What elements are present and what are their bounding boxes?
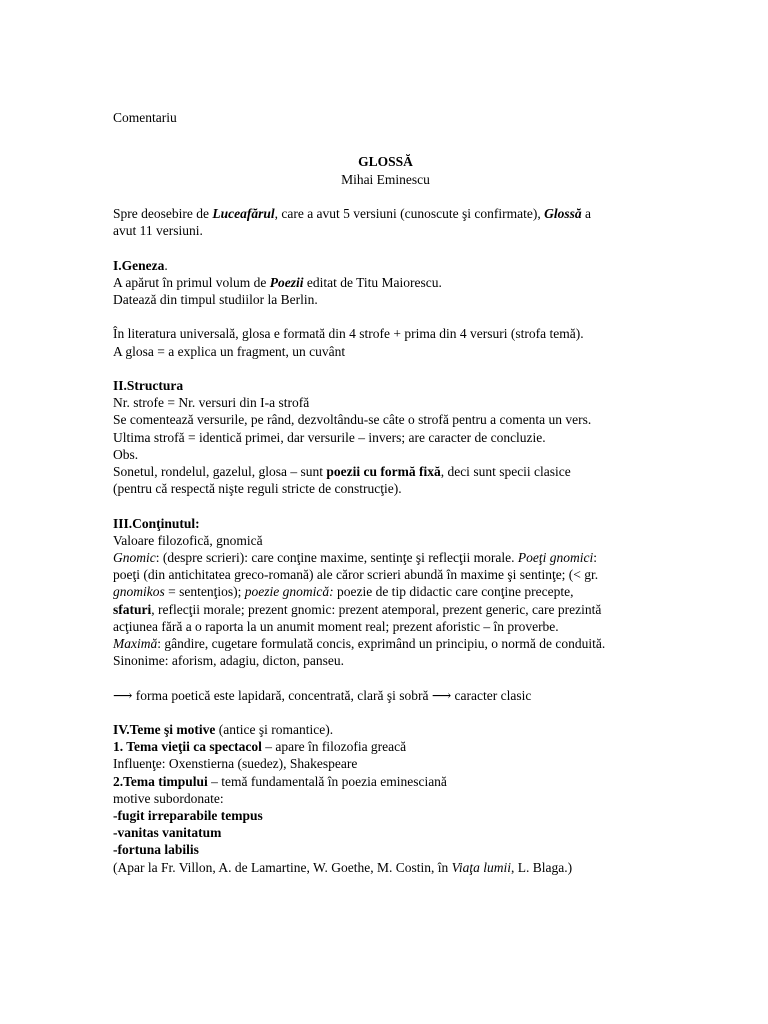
section-heading-geneza: I.Geneza. xyxy=(113,257,168,273)
teme-line: 1. Tema vieţii ca spectacol – apare în filozofia greacă xyxy=(113,739,407,755)
continutul-line: Valoare filozofică, gnomică xyxy=(113,532,263,548)
geneza-line: A glosa = a explica un fragment, un cuvânt xyxy=(113,343,346,359)
poem-title: GLOSSĂ xyxy=(358,154,413,170)
teme-line: Influenţe: Oxenstierna (suedez), Shakespeare xyxy=(113,756,358,772)
motif-item: -fugit irreparabile tempus xyxy=(113,808,263,823)
motif-item: -fortuna labilis xyxy=(113,842,199,858)
poem-author: Mihai Eminescu xyxy=(341,171,430,187)
continutul-line: gnomikos = sentenţios); poezie gnomică: poezie de tip didactic care conţine precepte, xyxy=(113,584,574,600)
continutul-line: Maximă: gândire, cugetare formulată concis, exprimând un principiu, o normă de conduită. xyxy=(113,636,606,651)
geneza-line: Datează din timpul studiilor la Berlin. xyxy=(113,291,318,307)
intro-paragraph-line1: Spre deosebire de Luceafărul, care a avut 5 versiuni (cunoscute şi confirmate), Glossă a xyxy=(113,205,592,221)
continutul-line: sfaturi, reflecţii morale; prezent gnomic: prezent atemporal, prezent generic, care prezintă xyxy=(113,601,602,617)
structura-line: Nr. strofe = Nr. versuri din I-a strofă xyxy=(113,395,310,411)
teme-line: (Apar la Fr. Villon, A. de Lamartine, W. Goethe, M. Costin, în Viaţa lumii, L. Blaga.) xyxy=(113,859,573,875)
teme-line: 2.Tema timpului – temă fundamentală în poezia eminesciană xyxy=(113,773,447,789)
structura-line: Ultima strofă = identică primei, dar versurile – invers; are caracter de concluzie. xyxy=(113,429,546,445)
continutul-line: acţiunea fără a o raporta la un anumit moment real; prezent aforistic – în proverbe. xyxy=(113,618,559,634)
continutul-line: Sinonime: aforism, adagiu, dicton, panseu. xyxy=(113,653,344,669)
motif-item: -vanitas vanitatum xyxy=(113,825,222,841)
continutul-arrow-line: ⟶ forma poetică este lapidară, concentrată, clară şi sobră ⟶ caracter clasic xyxy=(113,687,532,703)
section-heading-structura: II.Structura xyxy=(113,377,184,393)
intro-paragraph-line2: avut 11 versiuni. xyxy=(113,223,203,239)
structura-line: (pentru că respectă nişte reguli stricte de construcţie). xyxy=(113,481,402,497)
continutul-line: Gnomic: (despre scrieri): care conţine maxime, sentinţe şi reflecţii morale. Poeţi gnomici: xyxy=(113,549,597,565)
geneza-line: În literatura universală, glosa e formată din 4 strofe + prima din 4 versuri (strofa temă). xyxy=(113,326,584,342)
continutul-line: poeţi (din antichitatea greco-romană) ale căror scrieri abundă în maxime şi sentinţe; (< gr. xyxy=(113,567,599,583)
structura-line: Sonetul, rondelul, gazelul, glosa – sunt poezii cu formă fixă, deci sunt specii clasice xyxy=(113,463,571,479)
teme-line: motive subordonate: xyxy=(113,790,224,806)
structura-line: Se comentează versurile, pe rând, dezvoltându-se câte o strofă pentru a comenta un vers. xyxy=(113,412,592,428)
geneza-line: A apărut în primul volum de Poezii editat de Titu Maiorescu. xyxy=(113,274,442,290)
document-label: Comentariu xyxy=(113,110,177,125)
structura-line: Obs. xyxy=(113,446,139,462)
section-heading-teme: IV.Teme şi motive (antice şi romantice). xyxy=(113,721,334,737)
document-body xyxy=(113,109,658,876)
section-heading-continutul: III.Conţinutul: xyxy=(113,515,200,531)
